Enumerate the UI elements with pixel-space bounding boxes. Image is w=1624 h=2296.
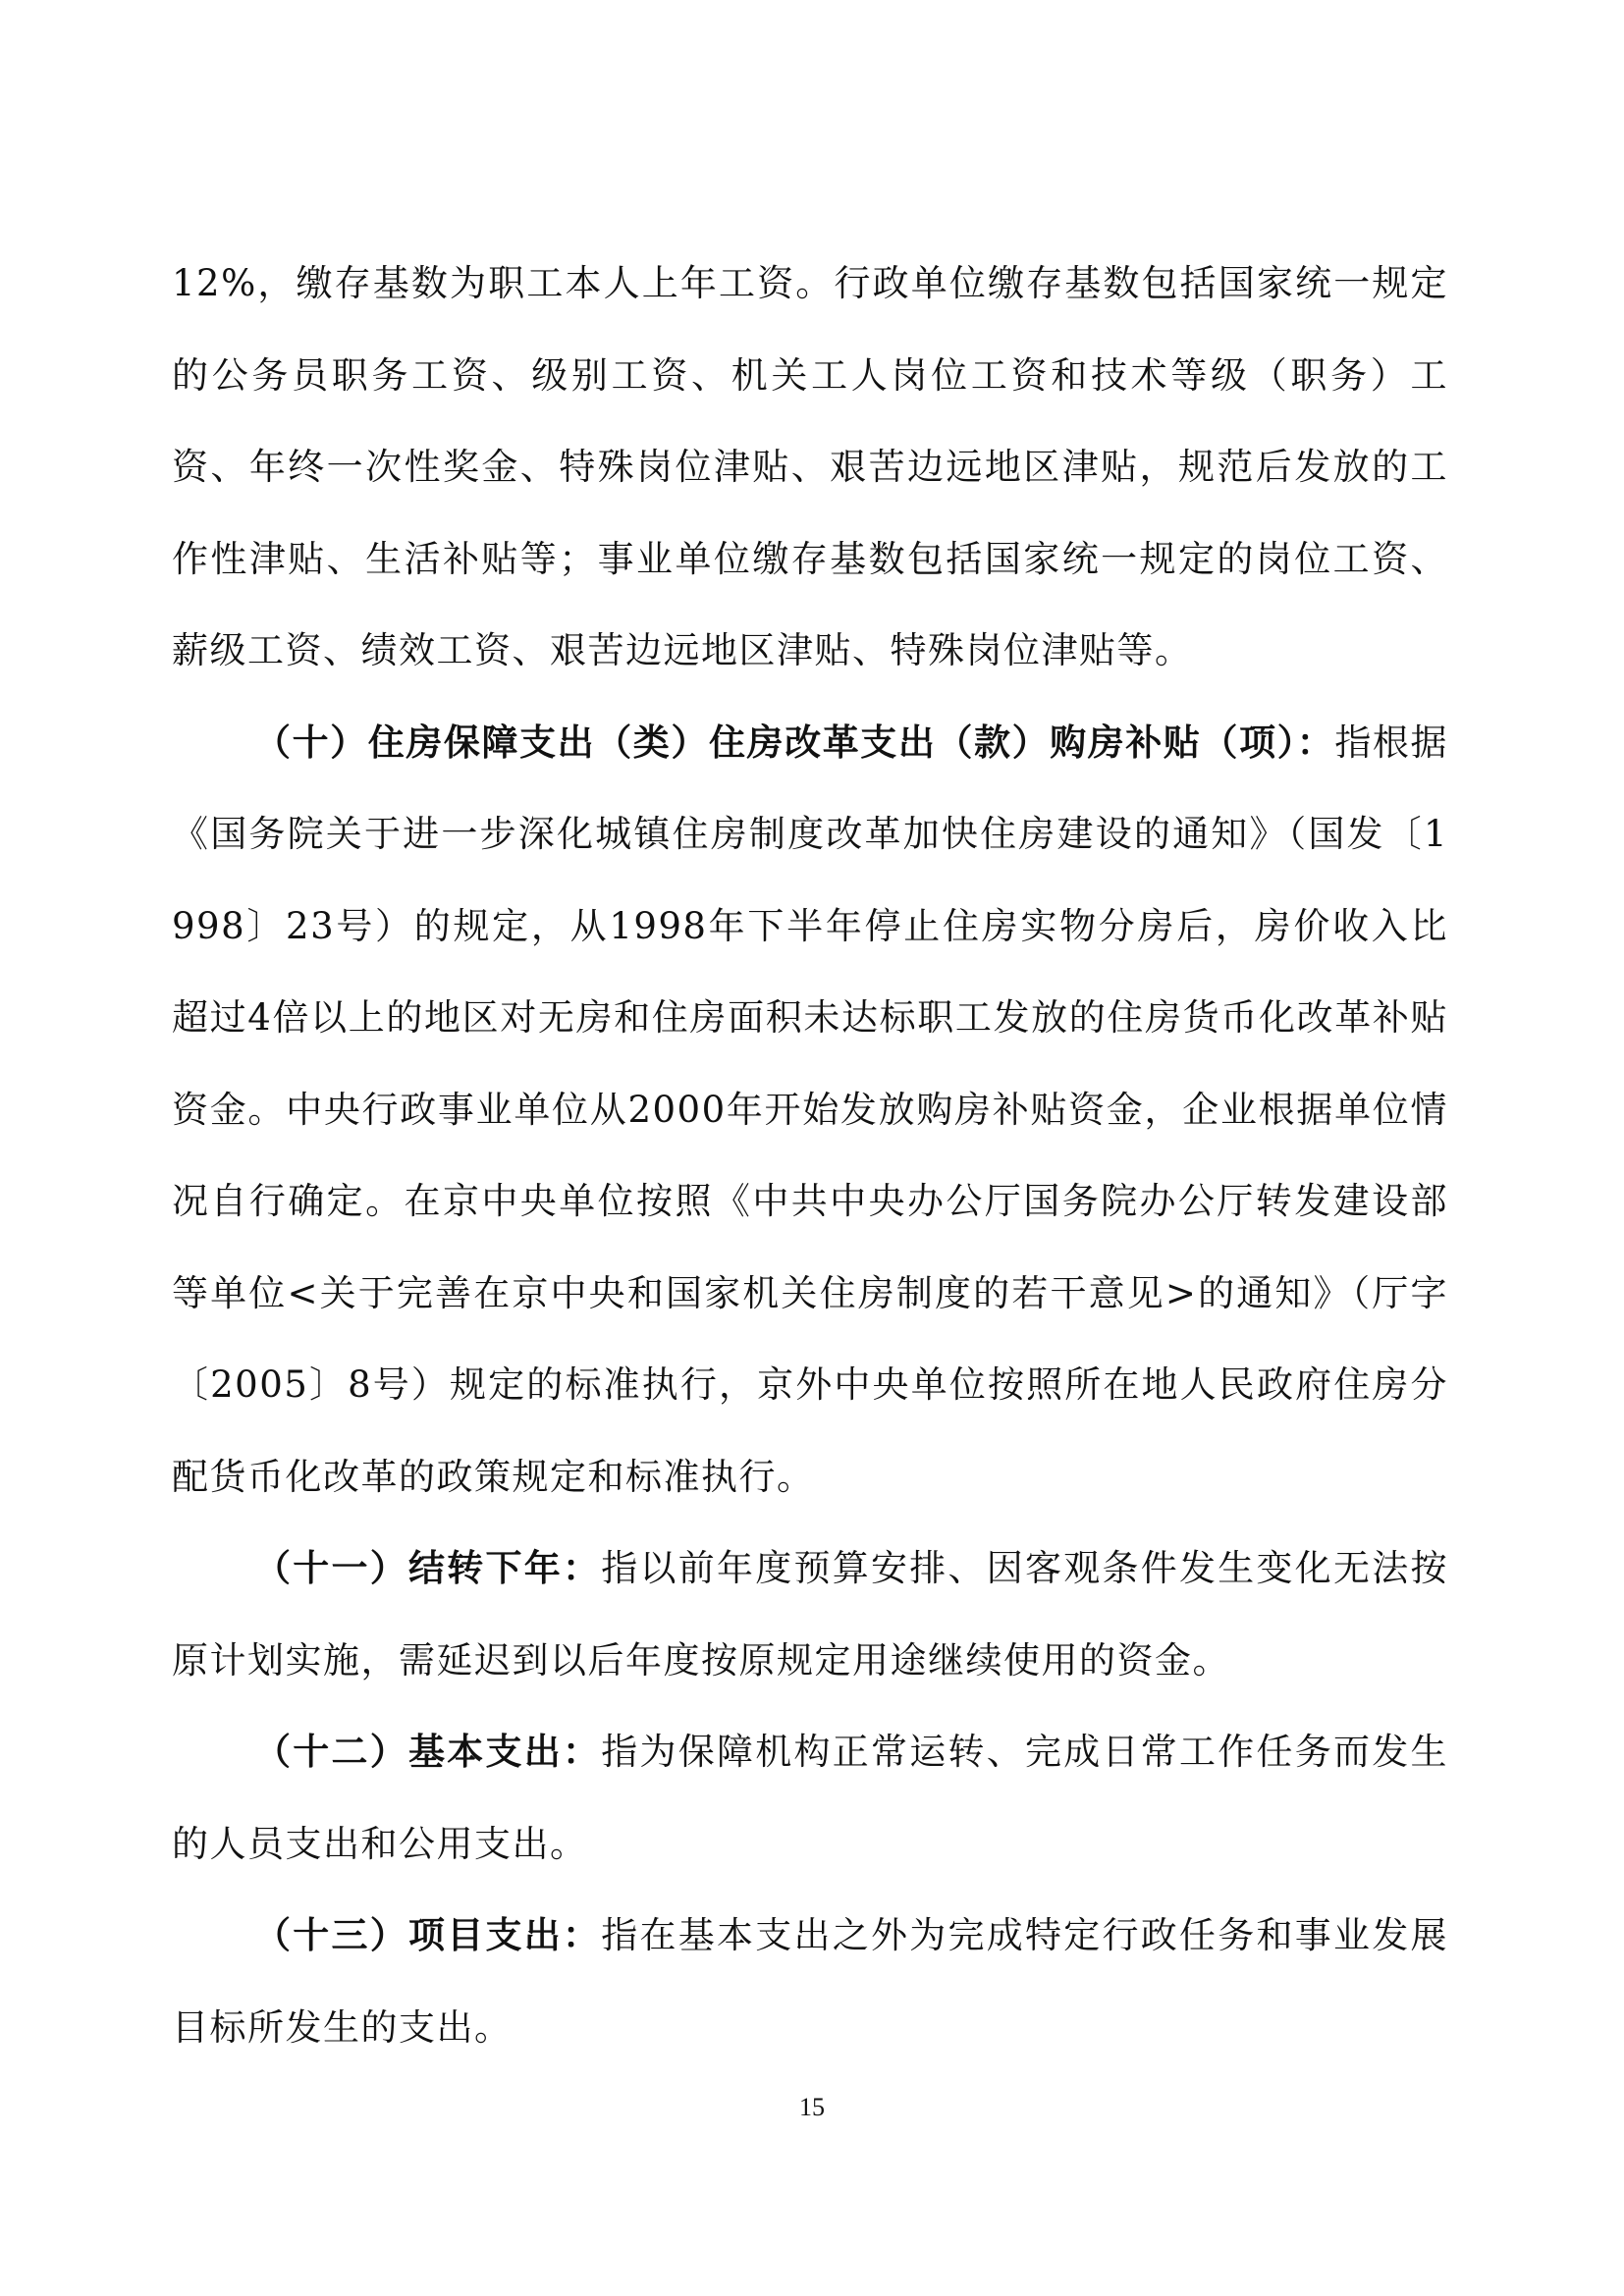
paragraph-project-expenditure bbox=[172, 1890, 1448, 2073]
item-heading-carryover: （十一）结转下年： bbox=[254, 1546, 602, 1589]
paragraph-basic-expenditure bbox=[172, 1706, 1448, 1890]
paragraph-text: 指为保障机构正常运转、完成日常工作任务而发生的人员支出和公用支出。 bbox=[172, 1731, 1448, 1865]
paragraph-housing-subsidy bbox=[172, 697, 1448, 1523]
paragraph-text: 指根据《国务院关于进一步深化城镇住房制度改革加快住房建设的通知》（国发〔1998〕23号）的规定，从1998年下半年停止住房实物分房后，房价收入比超过4倍以上的地区对无房和住房面积未达标职工发放的住房货币化改革补贴资金。中央行政事业单位从2000年开始发放购房补贴资金，企业根据单位情况自行确定。在京中央单位按照《中共中央办公厅国务院办公厅转发建设部等单位<关于完善在京中央和国家机关住房制度的若干意见>的通知》（厅字〔2005〕8号）规定的标准执行，京外中央单位按照所在地人民政府住房分配货币化改革的政策规定和标准执行。 bbox=[172, 721, 1449, 1498]
paragraph-carryover bbox=[172, 1522, 1448, 1706]
paragraph-text: 12%，缴存基数为职工本人上年工资。行政单位缴存基数包括国家统一规定的公务员职务工资、级别工资、机关工人岗位工资和技术等级（职务）工资、年终一次性奖金、特殊岗位津贴、艰苦边远地区津贴，规范后发放的工作性津贴、生活补贴等；事业单位缴存基数包括国家统一规定的岗位工资、薪级工资、绩效工资、艰苦边远地区津贴、特殊岗位津贴等。 bbox=[172, 262, 1448, 671]
item-heading-basic-expenditure: （十二）基本支出： bbox=[254, 1730, 602, 1773]
paragraph-text: 指以前年度预算安排、因客观条件发生变化无法按原计划实施，需延迟到以后年度按原规定用途继续使用的资金。 bbox=[172, 1547, 1448, 1682]
document-body bbox=[172, 238, 1448, 2073]
paragraph-text: 指在基本支出之外为完成特定行政任务和事业发展目标所发生的支出。 bbox=[172, 1914, 1448, 2049]
item-heading-housing-subsidy: （十）住房保障支出（类）住房改革支出（款）购房补贴（项）： bbox=[254, 720, 1335, 764]
paragraph-housing-fund-base bbox=[172, 238, 1448, 697]
page-number: 15 bbox=[799, 2093, 825, 2121]
item-heading-project-expenditure: （十三）项目支出： bbox=[254, 1913, 602, 1956]
